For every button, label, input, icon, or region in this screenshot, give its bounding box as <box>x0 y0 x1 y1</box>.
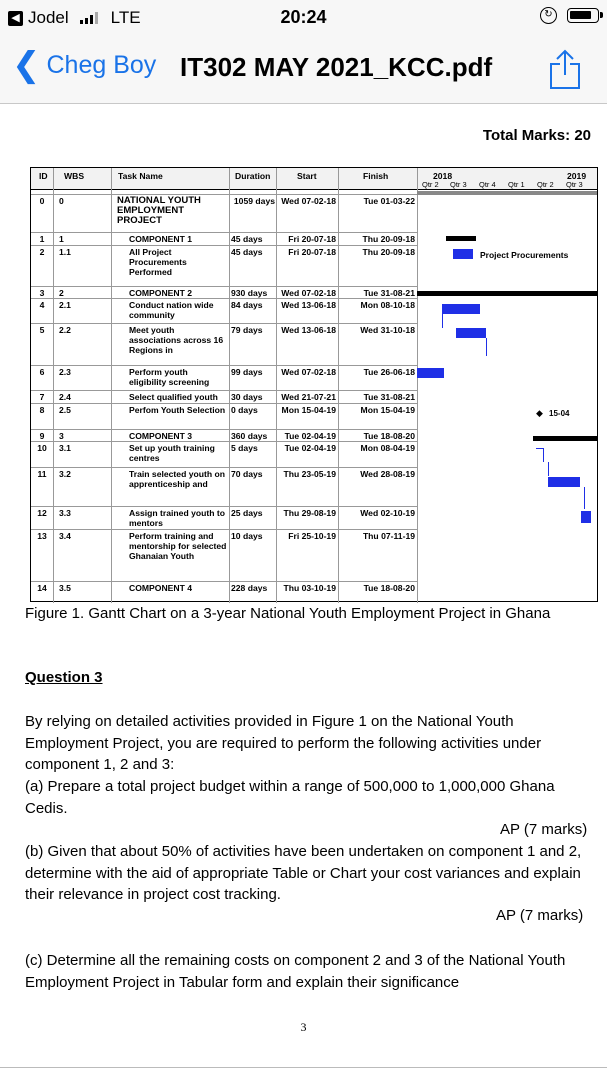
row-finish: Thu 07-11-19 <box>362 531 415 541</box>
row-duration: 25 days <box>231 508 263 518</box>
row-finish: Thu 20-09-18 <box>362 234 415 244</box>
row-task-name: Select qualified youth <box>129 392 218 402</box>
procurement-bar-label: Project Procurements <box>480 250 569 260</box>
row-finish: Tue 18-08-20 <box>363 583 415 593</box>
gantt-task-bar <box>456 328 486 338</box>
header-qtr: Qtr 2 <box>422 180 439 189</box>
row-wbs: 2.3 <box>59 367 71 377</box>
row-task-name: NATIONAL YOUTH EMPLOYMENT PROJECT <box>117 195 201 226</box>
back-app-label: Jodel <box>28 8 69 27</box>
page-divider <box>0 1067 607 1068</box>
header-duration: Duration <box>235 171 271 181</box>
row-wbs: 3.3 <box>59 508 71 518</box>
row-wbs: 3.2 <box>59 469 71 479</box>
row-wbs: 3.4 <box>59 531 71 541</box>
row-start: Tue 02-04-19 <box>284 443 336 453</box>
row-start: Wed 13-06-18 <box>281 300 336 310</box>
gantt-chart <box>30 167 598 602</box>
row-start: Wed 07-02-18 <box>281 288 336 298</box>
row-finish: Thu 20-09-18 <box>362 247 415 257</box>
share-icon[interactable] <box>548 48 582 90</box>
row-id: 7 <box>39 392 45 402</box>
row-start: Wed 13-06-18 <box>281 325 336 335</box>
header-start: Start <box>297 171 317 181</box>
row-finish: Tue 01-03-22 <box>363 196 415 206</box>
gantt-task-bar <box>548 477 580 487</box>
row-start: Thu 29-08-19 <box>283 508 336 518</box>
row-finish: Tue 18-08-20 <box>363 431 415 441</box>
row-task-name: COMPONENT 4 <box>129 583 193 593</box>
part-a-marks: AP (7 marks) <box>500 821 588 838</box>
row-wbs: 1.1 <box>59 247 71 257</box>
row-start: Fri 25-10-19 <box>288 531 336 541</box>
row-id: 8 <box>39 405 45 415</box>
row-task-name: Perform training and mentorship for selected Ghanaian Youth <box>129 531 227 561</box>
question-intro: By relying on detailed activities provided in Figure 1 on the National Youth Employment Project, you are required to perform the following activities under component 1, 2 and 3: <box>25 713 542 773</box>
header-qtr: Qtr 1 <box>508 180 525 189</box>
row-task-name: Conduct nation wide community <box>129 300 214 320</box>
header-id: ID <box>39 171 48 181</box>
row-start: Wed 07-02-18 <box>281 367 336 377</box>
row-task-name: All Project Procurements Performed <box>129 247 187 277</box>
row-wbs: 1 <box>59 234 64 244</box>
row-duration: 70 days <box>231 469 263 479</box>
battery-icon <box>567 8 599 23</box>
row-start: Fri 20-07-18 <box>288 247 336 257</box>
row-duration: 79 days <box>231 325 263 335</box>
row-duration: 30 days <box>231 392 263 402</box>
row-start: Thu 03-10-19 <box>283 583 336 593</box>
header-task: Task Name <box>118 171 163 181</box>
row-start: Wed 07-02-18 <box>281 196 336 206</box>
row-wbs: 2.2 <box>59 325 71 335</box>
chevron-left-icon: ❮ <box>12 46 41 84</box>
row-wbs: 3.5 <box>59 583 71 593</box>
row-wbs: 2.5 <box>59 405 71 415</box>
row-wbs: 0 <box>59 196 64 206</box>
row-wbs: 2.1 <box>59 300 71 310</box>
row-id: 5 <box>39 325 45 335</box>
status-bar <box>0 0 607 36</box>
question-part-a: (a) Prepare a total project budget within a range of 500,000 to 1,000,000 Ghana Cedis. <box>25 778 555 817</box>
gantt-task-bar <box>442 304 480 314</box>
row-duration: 930 days <box>231 288 268 298</box>
gantt-summary-bar <box>446 236 476 241</box>
gantt-summary-bar <box>417 291 598 296</box>
row-id: 6 <box>39 367 45 377</box>
row-finish: Tue 31-08-21 <box>363 392 415 402</box>
row-id: 1 <box>39 234 45 244</box>
back-arrow-icon: ◀ <box>8 11 23 26</box>
row-wbs: 3 <box>59 431 64 441</box>
row-finish: Tue 31-08-21 <box>363 288 415 298</box>
row-task-name: COMPONENT 1 <box>129 234 193 244</box>
document-title: IT302 MAY 2021_KCC.pdf <box>180 52 493 82</box>
question-part-c: (c) Determine all the remaining costs on component 2 and 3 of the National Youth Employment Project in Tabular form and explain their significance <box>25 952 566 991</box>
row-id: 3 <box>39 288 45 298</box>
row-task-name: Perfom Youth Selection <box>129 405 226 415</box>
row-duration: 228 days <box>231 583 268 593</box>
gantt-summary-bar <box>417 191 597 195</box>
row-id: 0 <box>39 196 45 206</box>
row-id: 10 <box>37 443 47 453</box>
row-start: Mon 15-04-19 <box>281 405 336 415</box>
row-task-name: Perform youth eligibility screening <box>129 367 210 387</box>
row-id: 12 <box>37 508 47 518</box>
row-finish: Mon 08-04-19 <box>360 443 415 453</box>
header-qtr: Qtr 3 <box>450 180 467 189</box>
back-button[interactable] <box>12 46 157 84</box>
gantt-summary-bar <box>533 436 597 441</box>
row-id: 4 <box>39 300 45 310</box>
orientation-lock-icon: ↻ <box>540 7 557 24</box>
row-task-name: Meet youth associations across 16 Regions in <box>129 325 224 355</box>
row-task-name: Set up youth training centres <box>129 443 215 463</box>
part-b-marks: AP (7 marks) <box>496 907 584 924</box>
row-duration: 84 days <box>231 300 263 310</box>
gantt-task-bar <box>453 249 473 259</box>
gantt-task-bar <box>581 511 591 523</box>
row-wbs: 2.4 <box>59 392 71 402</box>
gantt-task-bar <box>417 368 444 378</box>
row-task-name: Assign trained youth to mentors <box>129 508 225 528</box>
header-qtr: Qtr 2 <box>537 180 554 189</box>
page-number: 3 <box>300 1020 307 1034</box>
row-start: Fri 20-07-18 <box>288 234 336 244</box>
row-start: Thu 23-05-19 <box>283 469 336 479</box>
row-task-name: COMPONENT 3 <box>129 431 193 441</box>
row-duration: 45 days <box>231 247 263 257</box>
row-duration: 99 days <box>231 367 263 377</box>
header-qtr: Qtr 4 <box>479 180 496 189</box>
row-duration: 45 days <box>231 234 263 244</box>
row-finish: Tue 26-06-18 <box>363 367 415 377</box>
header-wbs: WBS <box>64 171 85 181</box>
row-finish: Mon 08-10-18 <box>360 300 415 310</box>
header-finish: Finish <box>363 171 389 181</box>
figure-caption: Figure 1. Gantt Chart on a 3-year National Youth Employment Project in Ghana <box>25 605 551 622</box>
row-duration: 10 days <box>231 531 263 541</box>
milestone: ◆ <box>536 408 543 418</box>
milestone-label: 15-04 <box>549 409 570 418</box>
row-finish: Wed 02-10-19 <box>360 508 415 518</box>
row-id: 14 <box>37 583 47 593</box>
row-duration: 360 days <box>231 431 268 441</box>
question-title: Question 3 <box>25 669 103 686</box>
row-duration: 1059 days <box>233 196 275 206</box>
row-wbs: 2 <box>59 288 64 298</box>
row-finish: Mon 15-04-19 <box>360 405 415 415</box>
row-id: 2 <box>39 247 45 257</box>
header-qtr: Qtr 3 <box>566 180 583 189</box>
row-id: 11 <box>37 469 47 479</box>
header-year-2019: 2019 <box>567 171 587 181</box>
back-label: Cheg Boy <box>46 50 157 79</box>
row-duration: 0 days <box>231 405 258 415</box>
row-task-name: Train selected youth on apprenticeship and <box>129 469 225 489</box>
carrier-label: LTE <box>110 8 141 27</box>
row-duration: 5 days <box>231 443 258 453</box>
row-wbs: 3.1 <box>59 443 71 453</box>
row-task-name: COMPONENT 2 <box>129 288 193 298</box>
clock: 20:24 <box>280 7 327 27</box>
header-year-2018: 2018 <box>433 171 453 181</box>
row-id: 9 <box>39 431 45 441</box>
question-part-b: (b) Given that about 50% of activities have been undertaken on component 1 and 2, determine with the aid of appropriate Table or Chart your cost variances and explain their relevance in project cost tracking. <box>25 843 582 903</box>
row-finish: Wed 28-08-19 <box>360 469 415 479</box>
row-start: Tue 02-04-19 <box>284 431 336 441</box>
row-finish: Wed 31-10-18 <box>360 325 415 335</box>
nav-bar <box>0 36 607 104</box>
pdf-page[interactable] <box>0 105 607 1080</box>
row-start: Wed 21-07-21 <box>281 392 336 402</box>
total-marks: Total Marks: 20 <box>482 127 591 144</box>
row-id: 13 <box>37 531 47 541</box>
